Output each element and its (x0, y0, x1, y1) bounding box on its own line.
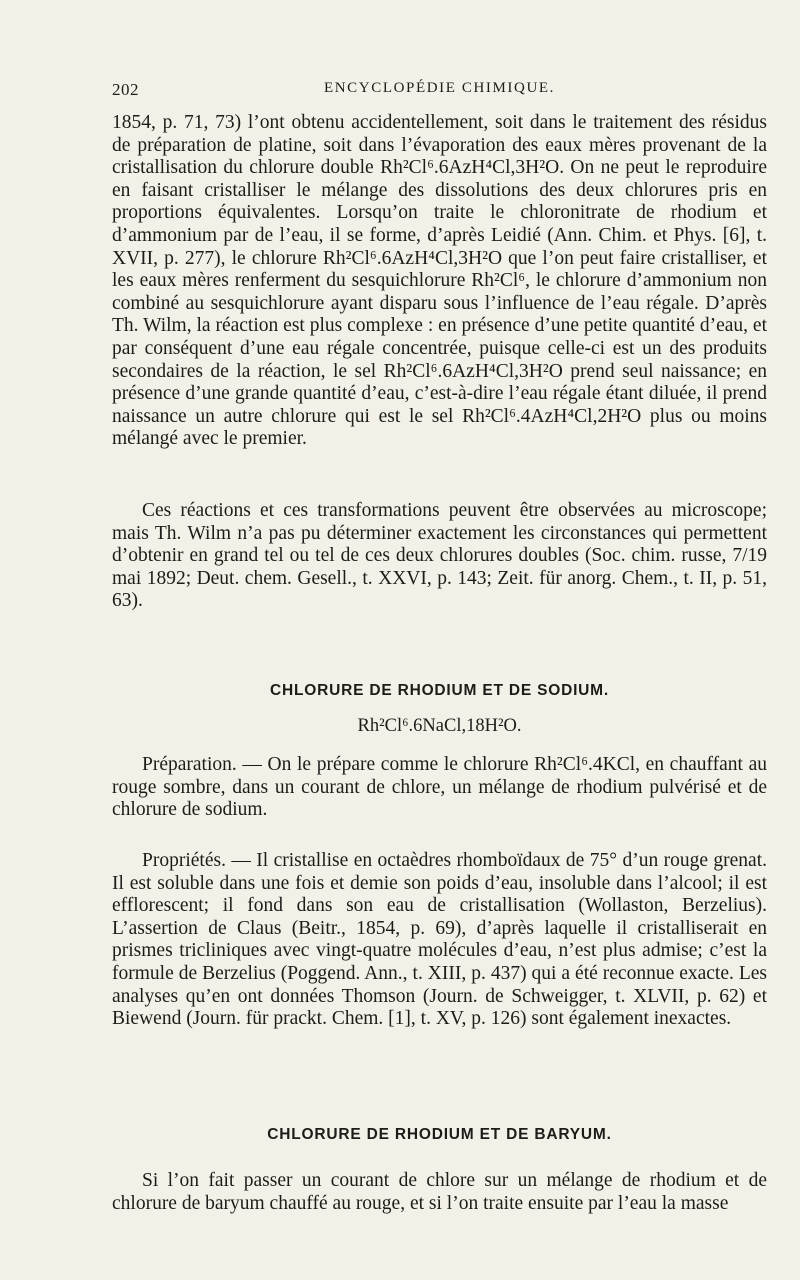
section-heading-sodium: CHLORURE DE RHODIUM ET DE SODIUM. (270, 682, 609, 699)
page-number: 202 (112, 80, 139, 99)
section-heading-baryum: CHLORURE DE RHODIUM ET DE BARYUM. (267, 1126, 612, 1143)
proprietes-block (112, 850, 767, 1031)
baryum-block (112, 1170, 767, 1215)
preparation-block (112, 754, 767, 822)
running-title: ENCYCLOPÉDIE CHIMIQUE. (323, 80, 556, 96)
paragraph-microscope: Ces réactions et ces transformations peuvent être observées au microscope; mais Th. Wilm n’a pas pu déterminer exactement les circonstances qui permettent d’obtenir en grand tel ou tel de ces deux chlorures doubles (Soc. chim. russe, 7/19 mai 1892; Deut. chem. Gesell., t. XXVI, p. 143; Zeit. für anorg. Chem., t. II, p. 51, 63). (112, 500, 767, 612)
paragraph-proprietes: Propriétés. — Il cristallise en octaèdres rhomboïdaux de 75° d’un rouge grenat. Il est soluble dans une fois et demie son poids d’eau, insoluble dans l’alcool; il est efflorescent; il fond dans son eau de cristallisation (Wollaston, Berzelius). L’assertion de Claus (Beitr., 1854, p. 69), d’après laquelle il cristalliserait en prismes tricliniques avec vingt-quatre molécules d’eau, n’est plus admise; c’est la formule de Berzelius (Poggend. Ann., t. XIII, p. 437) qui a été reconnue exacte. Les analyses qu’en ont données Thomson (Journ. de Schweigger, t. XLVII, p. 62) et Biewend (Journ. für prackt. Chem. [1], t. XV, p. 126) sont également inexactes. (112, 850, 767, 1030)
paragraph-preparation: Préparation. — On le prépare comme le chlorure Rh²Cl⁶.4KCl, en chauffant au rouge sombre, dans un courant de chlore, un mélange de rhodium pulvérisé et de chlorure de sodium. (112, 754, 767, 821)
microscope-paragraph (112, 500, 767, 613)
paragraph-leidie-wilm: 1854, p. 71, 73) l’ont obtenu accidentellement, soit dans le traitement des résidus de préparation de platine, soit dans l’évaporation des eaux mères provenant de la cristallisation du chlorure double Rh²Cl⁶.6AzH⁴Cl,3H²O. On ne peut le reproduire en faisant cristalliser le mélange des dissolutions des deux chlorures pris en proportions équivalentes. Lorsqu’on traite le chloronitrate de rhodium et d’ammonium par de l’eau, il se forme, d’après Leidié (Ann. Chim. et Phys. [6], t. XVII, p. 277), le chlorure Rh²Cl⁶.6AzH⁴Cl,3H²O que l’on peut faire cristalliser, et les eaux mères renferment du sesquichlorure Rh²Cl⁶, le chlorure d’ammonium non combiné au sesquichlorure ayant disparu sous l’influence de l’eau régale. D’après Th. Wilm, la réaction est plus complexe : en présence d’une petite quantité d’eau, et par conséquent d’une eau régale concentrée, puisque celle-ci est un des produits secondaires de la réaction, le sel Rh²Cl⁶.6AzH⁴Cl,3H²O prend seul naissance; en présence d’une grande quantité d’eau, c’est-à-dire l’eau régale étant diluée, il prend naissance un autre chlorure qui est le sel Rh²Cl⁶.4AzH⁴Cl,2H²O plus ou moins mélangé avec le premier. (112, 112, 767, 450)
formula-sodium: Rh²Cl⁶.6NaCl,18H²O. (357, 716, 522, 736)
continued-paragraph (112, 112, 767, 451)
paragraph-baryum-intro: Si l’on fait passer un courant de chlore sur un mélange de rhodium et de chlorure de baryum chauffé au rouge, et si l’on traite ensuite par l’eau la masse (112, 1170, 767, 1214)
running-head (112, 80, 767, 102)
